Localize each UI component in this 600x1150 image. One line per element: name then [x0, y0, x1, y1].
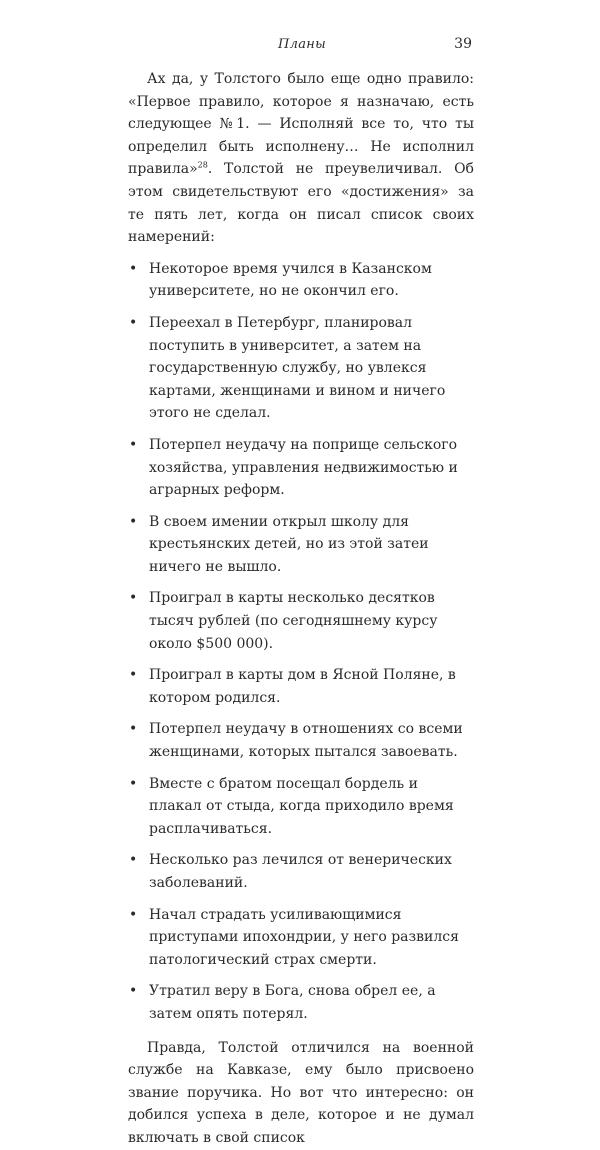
list-item — [128, 312, 474, 425]
list-item — [128, 587, 474, 655]
list-item-text: Проиграл в карты несколько десятков тысяч рублей (по сегодняшнему курсу около $500 000). — [149, 590, 438, 652]
list-item-text: Переехал в Петербург, планировал поступить в университет, а затем на государственную службу, но увлекся картами, женщинами и вином и ничего этого не сделал. — [149, 314, 446, 422]
bullet-icon: • — [129, 667, 138, 684]
list-item-text: В своем имении открыл школу для крестьянских детей, но из этой затеи ничего не вышло. — [149, 513, 429, 575]
list-item — [128, 980, 474, 1025]
bullet-icon: • — [129, 590, 138, 607]
bullet-icon: • — [129, 314, 138, 331]
body-text — [128, 68, 474, 1150]
bullet-icon: • — [129, 983, 138, 1000]
bullet-icon: • — [129, 775, 138, 792]
list-item — [128, 849, 474, 894]
list-item — [128, 258, 474, 303]
list-item-text: Проиграл в карты дом в Ясной Поляне, в котором родился. — [149, 667, 456, 706]
bullet-icon: • — [129, 436, 138, 453]
running-title: Планы — [277, 37, 326, 52]
list-item-text: Начал страдать усиливающимися приступами ипохондрии, у него развился патологический страх смерти. — [149, 906, 459, 968]
list-item — [128, 434, 474, 502]
closing-paragraph: Правда, Толстой отличился на военной службе на Кавказе, ему было присвоено звание поручика. Но вот что интересно: он добился успеха в деле, которое и не думал включать в свой список — [128, 1039, 474, 1146]
intro-paragraph — [128, 68, 474, 249]
bullet-icon: • — [129, 721, 138, 738]
list-item-text: Несколько раз лечился от венерических заболеваний. — [149, 852, 452, 891]
bullet-icon: • — [129, 260, 138, 277]
bullet-icon: • — [129, 852, 138, 869]
list-item — [128, 718, 474, 763]
list-item — [128, 664, 474, 709]
intro-text-part-1: Ах да, у Толстого было еще одно правило: «Первое правило, которое я назначаю, есть следующее №1. — Исполняй все то, что ты определил быть исполнену… Не исполнил правила» — [128, 71, 474, 178]
page-number: 39 — [454, 36, 472, 52]
bullet-icon: • — [129, 513, 138, 530]
list-item-text: Потерпел неудачу в отношениях со всеми женщинами, которых пытался завоевать. — [149, 721, 463, 761]
bullet-icon: • — [129, 906, 138, 923]
achievements-list — [128, 258, 474, 1026]
footnote-reference: 28 — [197, 160, 208, 170]
list-item — [128, 773, 474, 841]
list-item — [128, 511, 474, 579]
intro-text-part-2: . Толстой не преувеличивал. Об этом свидетельствуют его «достижения» за те пять лет, когда он писал список своих намерений: — [128, 161, 474, 246]
list-item-text: Некоторое время учился в Казанском университете, но не окончил его. — [149, 260, 432, 300]
list-item-text: Утратил веру в Бога, снова обрел ее, а затем опять потерял. — [149, 983, 436, 1022]
list-item — [128, 904, 474, 972]
list-item-text: Потерпел неудачу на поприще сельского хозяйства, управления недвижимостью и аграрных реформ. — [149, 436, 458, 499]
list-item-text: Вместе с братом посещал бордель и плакал от стыда, когда приходило время расплачиваться. — [149, 775, 454, 837]
